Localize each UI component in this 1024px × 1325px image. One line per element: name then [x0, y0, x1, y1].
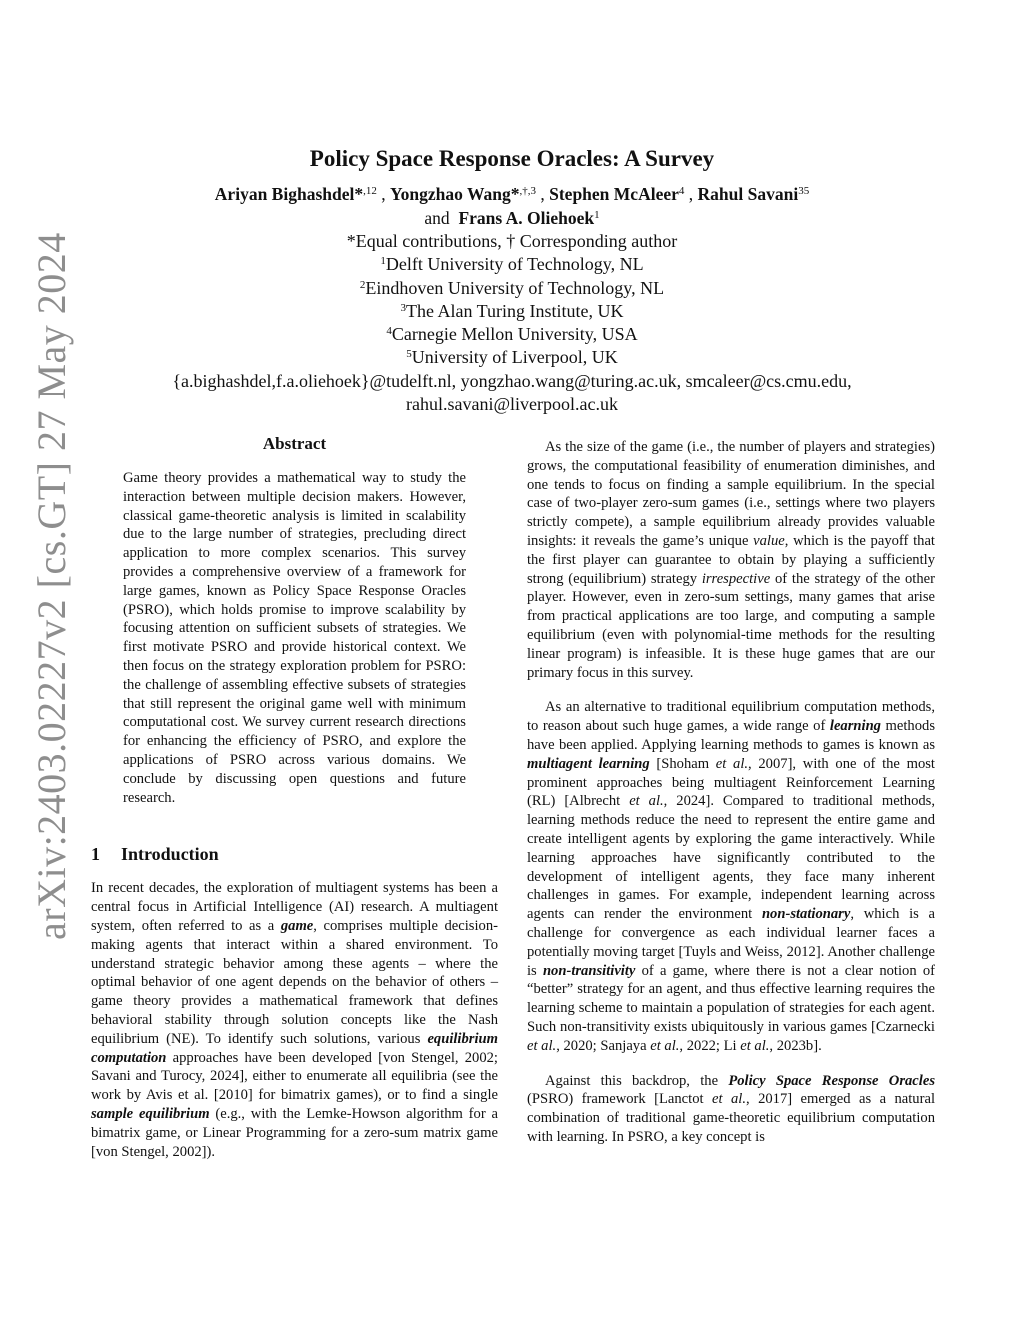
text-run: , 2022; Li [679, 1037, 741, 1054]
text-run: , 2017] emerged as a natural combination of traditional game-theoretic equilibrium computation with learning. In PSRO, a key concept is [527, 1091, 935, 1145]
text-run: , which is the payoff that the first player can guarantee to obtain by playing a sufficiently strong (equilibrium) strategy [527, 532, 935, 587]
author-line-2 [0, 206, 1024, 230]
emphasized-term: multiagent learning [527, 755, 650, 772]
text-run: , 2023b]. [769, 1037, 822, 1054]
text-run: of a game, where there is not a clear notion of “better” strategy for an agent, and thus effective learning requires the learning scheme to maintain a population of strategies for each agent. Such non-transitivity exists ubiquitously in various games [Czarnecki [527, 962, 935, 1035]
section-title: Introduction [121, 844, 219, 865]
left-column [91, 433, 498, 1161]
abstract [123, 433, 466, 807]
author-and: and [424, 208, 450, 228]
author-entry [698, 184, 810, 204]
section-heading-introduction [91, 843, 498, 865]
italic-text: et al. [527, 1037, 557, 1054]
author-entry [549, 184, 697, 204]
right-column [527, 438, 935, 1147]
text-run: , which is a challenge for convergence as each individual learner faces a potentially moving target [Tuyls and Weiss, 2012]. Another challenge is [527, 906, 935, 979]
italic-text: et al. [715, 755, 749, 772]
text-run: of the strategy of the other player. However, even in zero-sum settings, many games that arise from practical applications are too large, and computing a sample equilibrium (even with polynomial-time methods for the resulting linear program) is infeasible. It is these huge games that are our primary focus in this survey. [527, 570, 935, 681]
italic-text: et al. [740, 1037, 770, 1054]
text-run: Against this backdrop, the [545, 1072, 729, 1089]
text-run: , 2007], with one of the most prominent approaches being multiagent Reinforcement Learning (RL) [Albrecht [527, 755, 935, 810]
author-affil-sup: ,12 [363, 185, 377, 197]
author-name: Stephen McAleer [549, 184, 679, 204]
body-paragraph [527, 698, 935, 1055]
author-mark: * [510, 184, 520, 204]
text-run: , 2024]. Compared to traditional methods, learning methods reduce the need to represent the entire game and create intelligent agents by exploring the game interactively. While learning approaches have significantly contributed to the development of intelligent agents, they face many inherent challenges in games. For example, independent learning across agents can render the environment [527, 793, 935, 923]
text-run: approaches have been developed [von Stengel, 2002; Savani and Turocy, 2024], either to enumerate all equilibria (see the work by Avis et al. [2010] for bimatrix games), or to find a single [91, 1049, 498, 1104]
author-line-1 [0, 182, 1024, 206]
author-entry [215, 184, 390, 204]
author-affil-sup: 35 [798, 185, 810, 197]
text-run: (e.g., with the Lemke-Howson algorithm for a bimatrix game, or Linear Programming for a zero-sum matrix game [von Stengel, 2002]). [91, 1105, 499, 1160]
email-line: {a.bighashdel,f.a.oliehoek}@tudelft.nl, yongzhao.wang@turing.ac.uk, smcaleer@cs.cmu.edu, [172, 370, 852, 391]
text-run: (PSRO) framework [Lanctot [527, 1091, 712, 1108]
author-list [0, 182, 1024, 230]
arxiv-identifier: arXiv:2403.02227v2 [cs.GT] 27 May 2024 [29, 232, 74, 940]
text-run: , 2020; Sanjaya [556, 1037, 651, 1054]
author-separator: , [684, 184, 698, 204]
section-number: 1 [91, 844, 100, 865]
affiliations [0, 230, 1024, 416]
affiliation-line: $^1$Delft University of Technology, NL [380, 254, 644, 275]
body-paragraph [527, 1072, 935, 1147]
emphasized-term: sample equilibrium [91, 1105, 210, 1122]
author-name: Rahul Savani [697, 184, 799, 204]
affiliation-line: $^4$Carnegie Mellon University, USA [386, 324, 638, 345]
emphasized-term: non-transitivity [542, 962, 636, 979]
text-run: [Shoham [649, 755, 716, 772]
affiliation-line: $^2$Eindhoven University of Technology, NL [359, 277, 665, 298]
author-mark: * [354, 184, 364, 204]
author-name: Yongzhao Wang [389, 184, 511, 204]
text-run: , comprises multiple decision-making agents that interact within a shared environment. To understand strategic behavior among these agents – where the optimal behavior of one agent depends on the behavior of others – game theory provides a mathematical framework that defines behavioral stability through solution concepts like the Nash equilibrium (NE). To identify such solutions, various [91, 917, 498, 1047]
emphasized-term: equilibrium computation [91, 1030, 498, 1066]
email-line: rahul.savani@liverpool.ac.uk [405, 394, 618, 415]
paper-title: Policy Space Response Oracles: A Survey [309, 146, 715, 171]
italic-text: et al. [629, 793, 664, 810]
equal-contribution-note: *Equal contributions, † Corresponding author [346, 231, 678, 251]
author-separator: , [376, 184, 390, 204]
author-separator: , [536, 184, 550, 204]
text-run: As the size of the game (i.e., the number of players and strategies) grows, the computational feasibility of enumeration diminishes, and one tends to focus on finding a sample equilibrium. In the special case of two-player zero-sum games (i.e., settings where two players strictly compete), a sample equilibrium already provides valuable insights: it reveals the game’s unique [527, 439, 935, 549]
text-run: As an alternative to traditional equilibrium computation methods, to reason about such huge games, a wide range of [527, 699, 935, 735]
affiliation-line: $^3$The Alan Turing Institute, UK [400, 300, 624, 321]
paper-header [0, 144, 1024, 416]
affiliation-line: $^5$University of Liverpool, UK [406, 347, 618, 368]
author-entry [390, 184, 549, 204]
intro-paragraph [91, 879, 498, 1161]
emphasized-term: game [280, 917, 314, 934]
emphasized-term: Policy Space Response Oracles [728, 1072, 935, 1089]
abstract-text: Game theory provides a mathematical way to study the interaction between multiple decision makers. However, classical game-theoretic analysis is limited in scalability due to the large number of strategies, precluding direct application to more complex scenarios. This survey provides a comprehensive overview of a framework for large games, known as Policy Space Response Oracles (PSRO), which holds promise to improve scalability by focusing attention on sufficient subsets of strategies. We first motivate PSRO and provide historical context. We then focus on the strategy exploration problem for PSRO: the challenge of assembling effective subsets of strategies that still represent the original game well with minimum computational cost. We survey current research directions for enhancing the efficiency of PSRO, and explore the applications of PSRO across various domains. We conclude by discussing open questions and future research. [123, 470, 466, 806]
italic-text: et al. [712, 1091, 746, 1108]
italic-text: et al. [650, 1037, 680, 1054]
author-affil-sup: 1 [594, 209, 600, 221]
text-run: methods have been applied. Applying learning methods to games is known as [527, 718, 935, 753]
author-affil-sup: ,†,3 [519, 185, 536, 197]
text-run: In recent decades, the exploration of multiagent systems has been a central focus in Artificial Intelligence (AI) research. A multiagent system, often referred to as a [91, 880, 498, 934]
italic-text: value [753, 532, 785, 549]
author-affil-sup: 4 [678, 185, 685, 197]
abstract-heading: Abstract [262, 434, 327, 453]
body-paragraph [527, 438, 935, 682]
emphasized-term: learning [829, 718, 881, 735]
emphasized-term: non-stationary [761, 906, 851, 923]
author-name: Frans A. Oliehoek [458, 208, 595, 228]
author-name: Ariyan Bighashdel [214, 184, 355, 204]
italic-text: irrespective [701, 570, 771, 587]
